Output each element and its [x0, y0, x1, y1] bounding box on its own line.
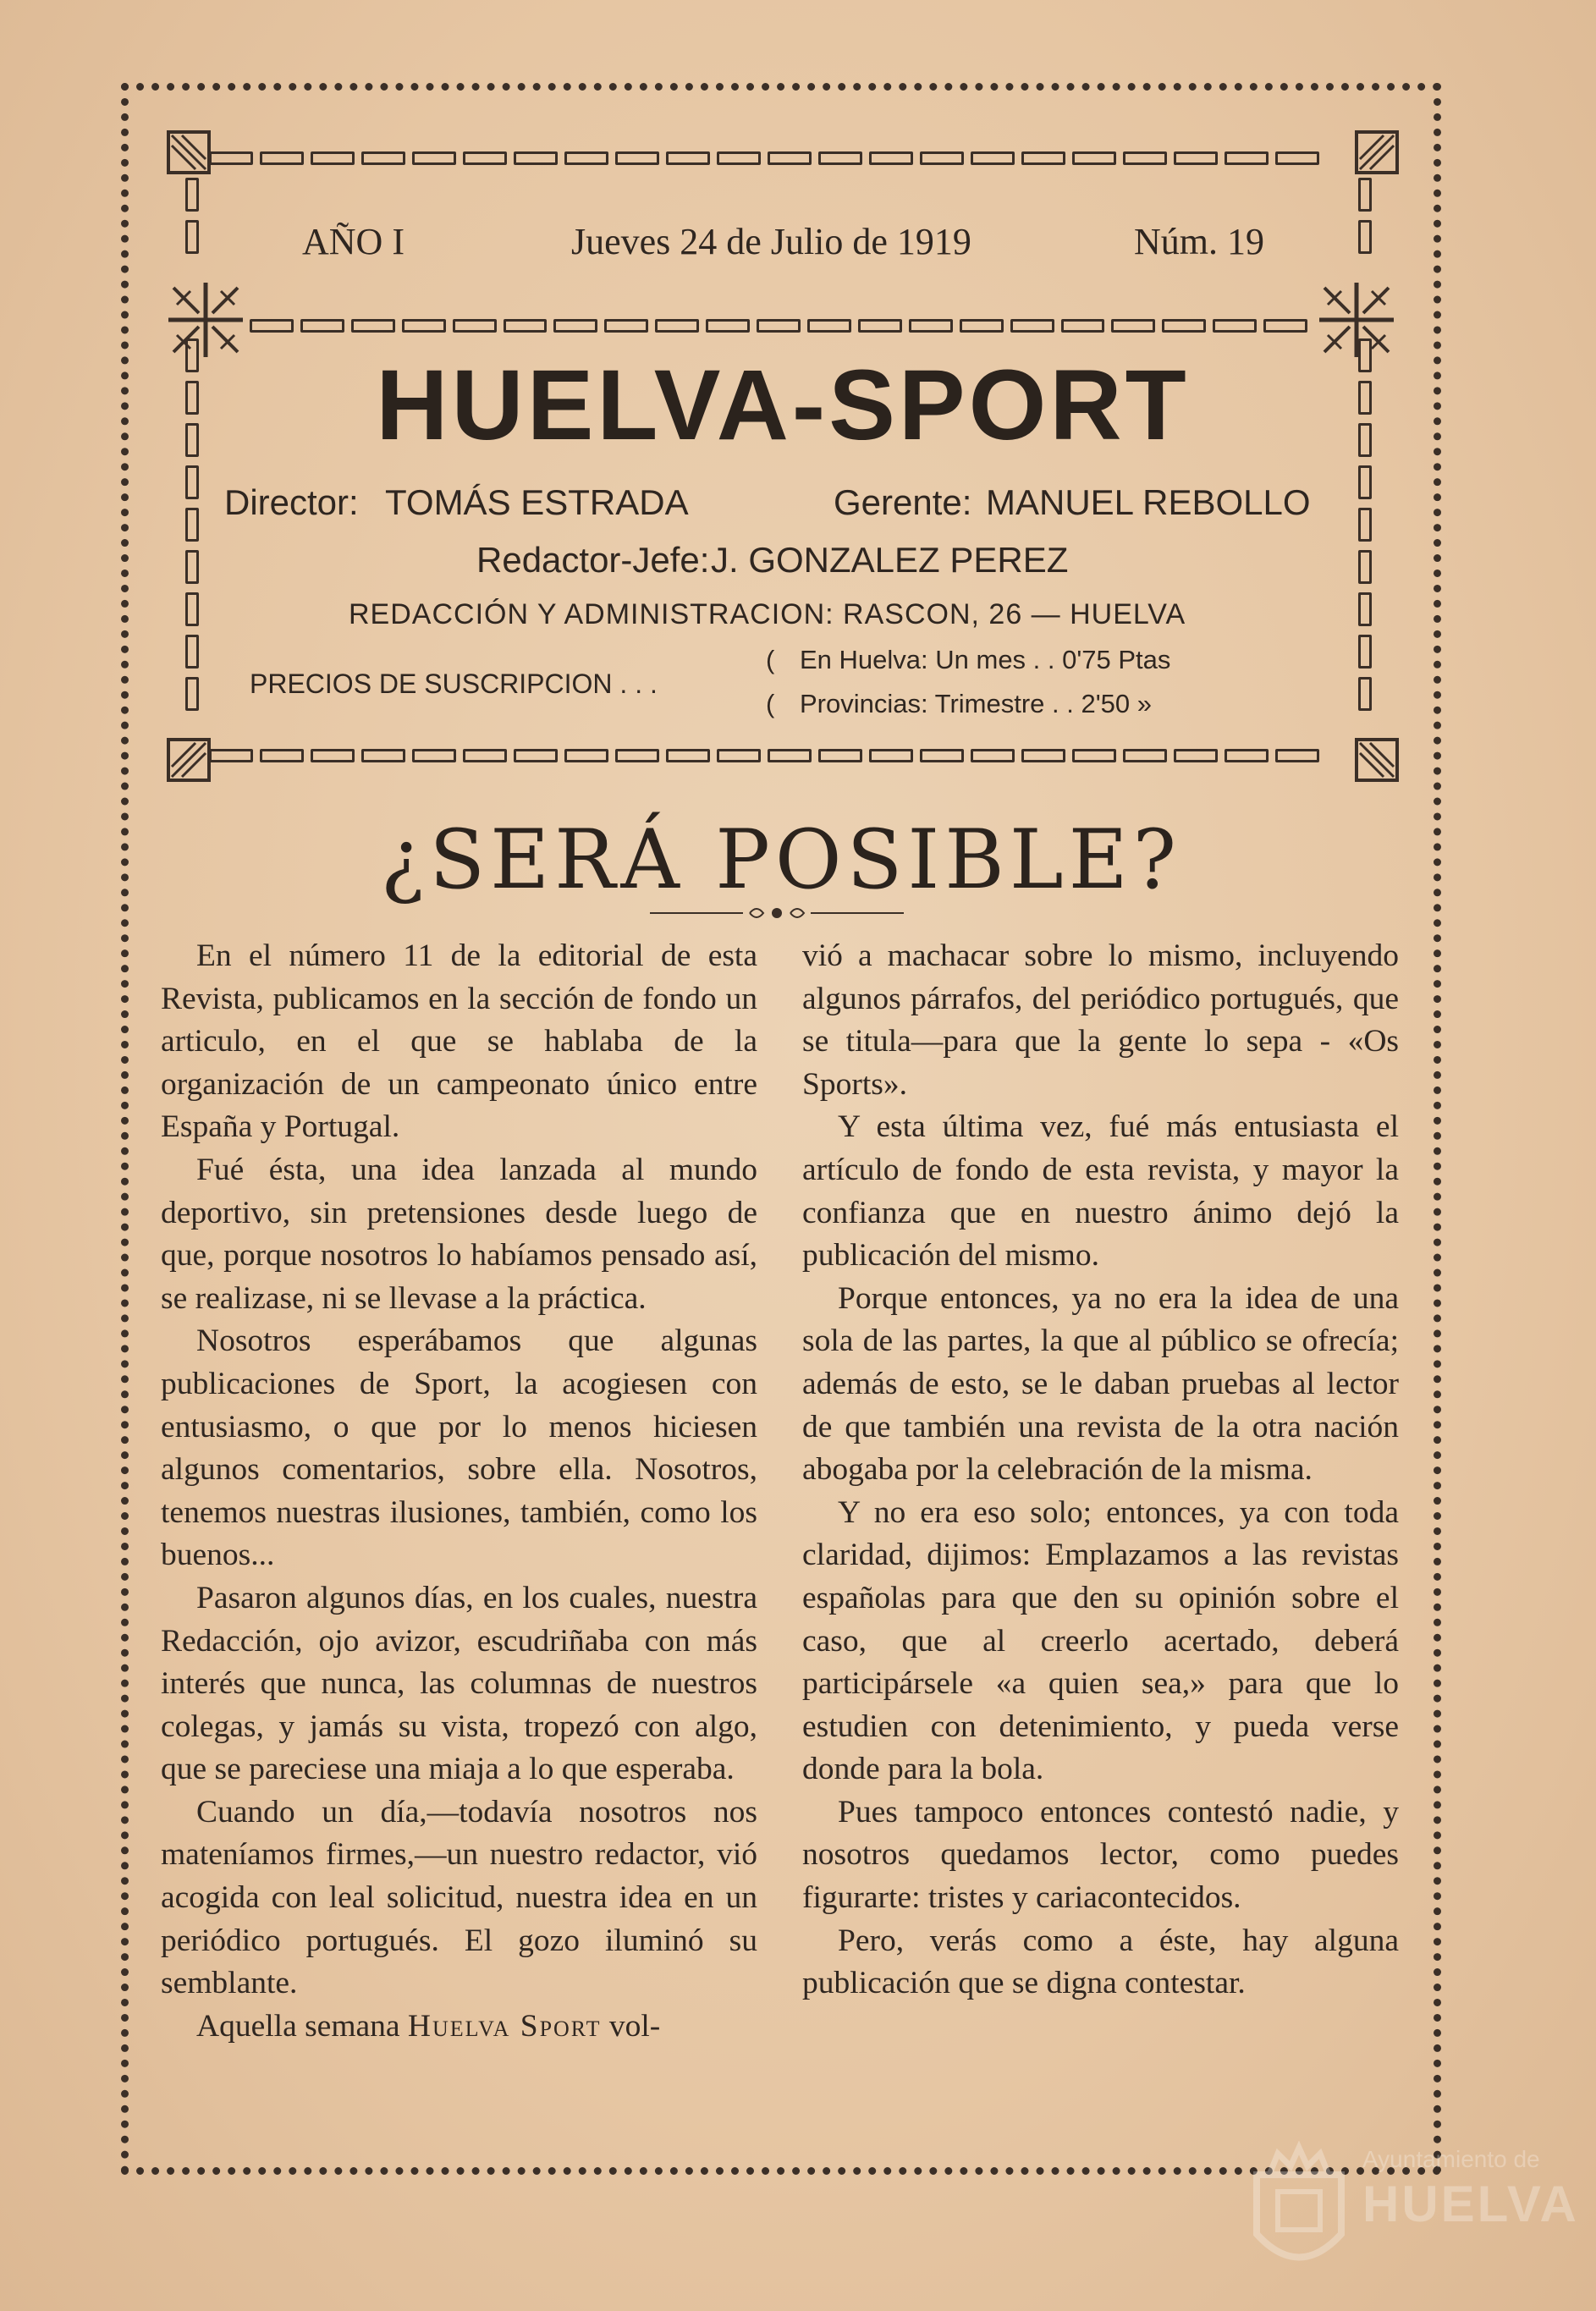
- issue-year: AÑO I: [302, 221, 405, 262]
- chain-link-icon: [807, 319, 851, 333]
- chain-link-icon: [361, 151, 405, 165]
- corner-ornament-icon: [165, 129, 212, 176]
- chain-link-icon: [1358, 677, 1372, 711]
- corner-ornament-icon: [165, 736, 212, 784]
- chain-link-icon: [311, 749, 355, 762]
- chain-link-icon: [1358, 550, 1372, 584]
- chain-link-icon: [209, 749, 253, 762]
- issue-date: Jueves 24 de Julio de 1919: [571, 221, 971, 262]
- text-fragment: vol-: [608, 2008, 661, 2044]
- price-local: En Huelva: Un mes . . 0'75 Ptas: [800, 645, 1171, 674]
- price-provinces: Provincias: Trimestre . . 2'50 »: [800, 689, 1152, 718]
- text-fragment: Aquella semana: [196, 2008, 400, 2044]
- chain-link-icon: [1213, 319, 1257, 333]
- paragraph: Y no era eso solo; entonces, ya con toda claridad, dijimos: Emplazamos a las revistas españolas para que den su opinión sobre el caso, que al creerlo acertado, deberá participársele «a quien sea,» para que lo estudien con detenimiento, y pueda verse donde para la bola.: [802, 1494, 1399, 1787]
- chain-link-icon: [1061, 319, 1105, 333]
- chain-link-icon: [1021, 749, 1065, 762]
- chain-link-icon: [818, 151, 862, 165]
- chain-link-icon: [250, 319, 294, 333]
- chain-link-icon: [1111, 319, 1155, 333]
- paragraph: Porque entonces, ya no era la idea de una sola de las partes, la que al público se ofrecía; además de esto, se le daban pruebas al lector de que también una revista de la otra nación abogaba por la celebración de la misma.: [802, 1280, 1399, 1488]
- chain-link-icon: [185, 677, 199, 711]
- chain-link-icon: [412, 151, 456, 165]
- chain-link-icon: [1010, 319, 1054, 333]
- title-flourish-icon: [650, 900, 904, 926]
- chain-link-icon: [463, 151, 507, 165]
- issue-number: Núm. 19: [1134, 221, 1264, 262]
- chain-link-icon: [1072, 749, 1116, 762]
- manager-name: MANUEL REBOLLO: [986, 482, 1311, 522]
- chain-link-icon: [1358, 508, 1372, 542]
- ornament-chain-middle: [250, 315, 1307, 337]
- chain-link-icon: [971, 749, 1015, 762]
- director-name: TOMÁS ESTRADA: [385, 482, 689, 522]
- ornament-chain-left-upper: [185, 178, 204, 254]
- masthead: [165, 127, 1401, 787]
- chain-link-icon: [706, 319, 750, 333]
- chain-link-icon: [666, 749, 710, 762]
- paragraph: Pero, verás como a éste, hay alguna publicación que se digna contestar.: [802, 1923, 1399, 2001]
- chain-link-icon: [1174, 749, 1218, 762]
- chain-link-icon: [1358, 635, 1372, 669]
- coat-of-arms-icon: [1244, 2141, 1354, 2285]
- chain-link-icon: [1358, 465, 1372, 499]
- chain-link-icon: [453, 319, 497, 333]
- chain-link-icon: [260, 151, 304, 165]
- chain-link-icon: [768, 151, 812, 165]
- chain-link-icon: [1275, 749, 1319, 762]
- chain-link-icon: [920, 749, 964, 762]
- ornament-chain-bottom: [209, 745, 1351, 767]
- chain-link-icon: [1275, 151, 1319, 165]
- manager-label: Gerente:: [834, 482, 972, 522]
- paragraph: Pues tampoco entonces contestó nadie, y nosotros quedamos lector, como puedes figurarte: tristes y cariacontecidos.: [802, 1794, 1399, 1916]
- flower-ornament-icon: [165, 279, 246, 360]
- chain-link-icon: [615, 749, 659, 762]
- article-column-left: [161, 935, 757, 2048]
- chain-link-icon: [514, 151, 558, 165]
- paragraph: Nosotros esperábamos que algunas publicaciones de Sport, la acogiesen con entusiasmo, o que por lo menos hiciesen algunos comentarios, sobre ella. Nosotros, tenemos nuestras ilusiones, también, como los buenos...: [161, 1323, 757, 1573]
- paragraph: vió a machacar sobre lo mismo, incluyendo algunos párrafos, del periódico portugués, que se titula—para que la gente lo sepa - «Os Sports».: [802, 938, 1399, 1102]
- article-title: ¿SERÁ POSIBLE?: [380, 812, 1182, 907]
- corner-ornament-icon: [1353, 129, 1401, 176]
- paragraph: Cuando un día,—todavía nosotros nos mateníamos firmes,—un nuestro redactor, vió acogida con leal solicitud, nuestra idea en un periódico portugués. El gozo iluminó su semblante.: [161, 1794, 757, 2001]
- chain-link-icon: [1123, 151, 1167, 165]
- chain-link-icon: [514, 749, 558, 762]
- chain-link-icon: [717, 749, 761, 762]
- chain-link-icon: [402, 319, 446, 333]
- chain-link-icon: [1263, 319, 1307, 333]
- chain-link-icon: [1358, 178, 1372, 212]
- chain-link-icon: [185, 465, 199, 499]
- bracket-icon: (: [766, 689, 775, 718]
- chain-link-icon: [717, 151, 761, 165]
- editor-name: J. GONZALEZ PEREZ: [711, 540, 1069, 580]
- paragraph: En el número 11 de la editorial de esta Revista, publicamos en la sección de fondo un articulo, en el que se hablaba de la organización de un campeonato único entre España y Portugal.: [161, 938, 757, 1145]
- paragraph-last: [161, 2006, 757, 2049]
- chain-link-icon: [1072, 151, 1116, 165]
- article-column-right: [802, 935, 1399, 2006]
- chain-link-icon: [260, 749, 304, 762]
- ornament-chain-right-upper: [1358, 178, 1377, 254]
- chain-link-icon: [463, 749, 507, 762]
- archive-watermark: [1244, 2141, 1579, 2285]
- chain-link-icon: [504, 319, 548, 333]
- chain-link-icon: [858, 319, 902, 333]
- chain-link-icon: [553, 319, 597, 333]
- chain-link-icon: [412, 749, 456, 762]
- paragraph: Pasaron algunos días, en los cuales, nuestra Redacción, ojo avizor, escudriñaba con más interés que nunca, las columnas de nuestros colegas, y jamás su vista, tropezó con algo, que se pareciese una miaja a lo que esperaba.: [161, 1580, 757, 1787]
- chain-link-icon: [971, 151, 1015, 165]
- chain-link-icon: [564, 749, 608, 762]
- chain-link-icon: [185, 592, 199, 626]
- chain-link-icon: [615, 151, 659, 165]
- chain-link-icon: [1162, 319, 1206, 333]
- chain-link-icon: [185, 635, 199, 669]
- chain-link-icon: [300, 319, 344, 333]
- watermark-line1: Ayuntamiento de: [1362, 2146, 1540, 2172]
- chain-link-icon: [768, 749, 812, 762]
- chain-link-icon: [1358, 220, 1372, 254]
- editor-label: Redactor-Jefe:: [476, 540, 710, 580]
- chain-link-icon: [209, 151, 253, 165]
- chain-link-icon: [185, 220, 199, 254]
- chain-link-icon: [351, 319, 395, 333]
- chain-link-icon: [185, 178, 199, 212]
- chain-link-icon: [909, 319, 953, 333]
- paragraph: Y esta última vez, fué más entusiasta el artículo de fondo de esta revista, y mayor la confianza que en nuestro ánimo dejó la publicación del mismo.: [802, 1109, 1399, 1274]
- flower-ornament-icon: [1316, 279, 1397, 360]
- publication-name: Huelva Sport: [407, 2008, 602, 2044]
- chain-link-icon: [1225, 749, 1269, 762]
- chain-link-icon: [818, 749, 862, 762]
- chain-link-icon: [960, 319, 1004, 333]
- chain-link-icon: [564, 151, 608, 165]
- chain-link-icon: [920, 151, 964, 165]
- director-label: Director:: [224, 482, 359, 522]
- chain-link-icon: [655, 319, 699, 333]
- chain-link-icon: [604, 319, 648, 333]
- chain-link-icon: [311, 151, 355, 165]
- subscription-prices-label: PRECIOS DE SUSCRIPCION . . .: [250, 669, 658, 699]
- editorial-address: REDACCIÓN Y ADMINISTRACION: RASCON, 26 — HUELVA: [349, 598, 1186, 630]
- chain-link-icon: [1225, 151, 1269, 165]
- ornament-chain-top: [209, 147, 1351, 169]
- chain-link-icon: [1021, 151, 1065, 165]
- chain-link-icon: [1358, 592, 1372, 626]
- chain-link-icon: [666, 151, 710, 165]
- watermark-line2: HUELVA: [1362, 2176, 1579, 2232]
- chain-link-icon: [361, 749, 405, 762]
- chain-link-icon: [1123, 749, 1167, 762]
- paragraph: Fué ésta, una idea lanzada al mundo deportivo, sin pretensiones desde luego de que, porque nosotros lo habíamos pensado así, se realizase, ni se llevase a la práctica.: [161, 1152, 757, 1316]
- chain-link-icon: [757, 319, 801, 333]
- chain-link-icon: [1174, 151, 1218, 165]
- chain-link-icon: [869, 749, 913, 762]
- chain-link-icon: [185, 550, 199, 584]
- bracket-icon: (: [766, 645, 775, 674]
- chain-link-icon: [185, 508, 199, 542]
- chain-link-icon: [869, 151, 913, 165]
- newspaper-title: HUELVA-SPORT: [376, 349, 1190, 461]
- corner-ornament-icon: [1353, 736, 1401, 784]
